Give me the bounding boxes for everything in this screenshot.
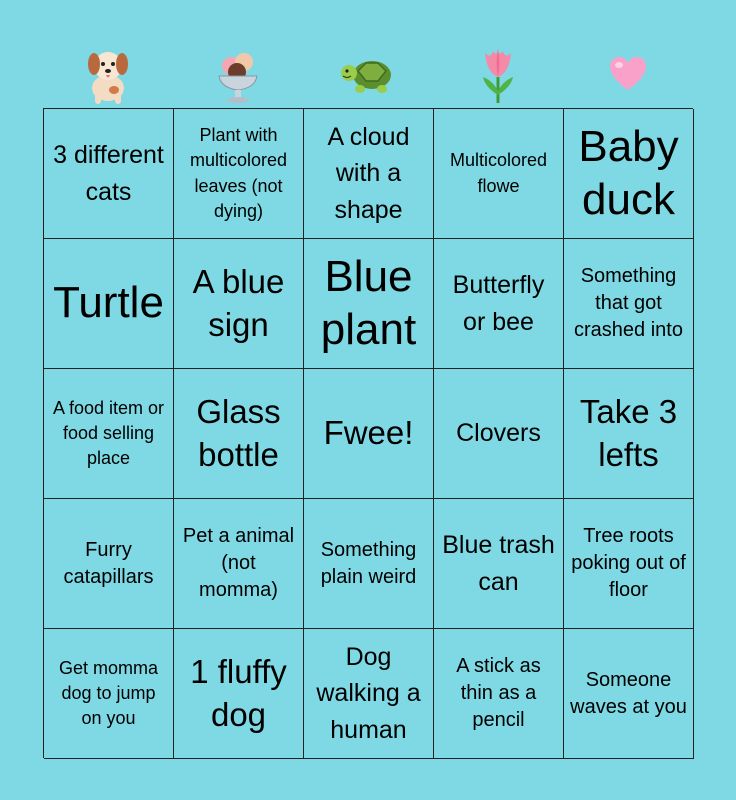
- tulip-icon: [475, 43, 521, 105]
- bingo-cell[interactable]: [44, 369, 174, 499]
- bingo-cell-label: Butterfly or bee: [452, 271, 545, 336]
- bingo-cell[interactable]: [564, 369, 694, 499]
- bingo-cell[interactable]: [44, 629, 174, 759]
- bingo-cell-label: Turtle: [53, 278, 164, 328]
- bingo-cell[interactable]: [564, 629, 694, 759]
- bingo-cell-label: Plant with multicolored leaves (not dying): [189, 125, 288, 221]
- turtle-icon: [338, 49, 398, 99]
- bingo-cell-label: Take 3 lefts: [579, 392, 678, 473]
- bingo-cell[interactable]: [434, 109, 564, 239]
- bingo-cell[interactable]: [174, 629, 304, 759]
- bingo-cell-label: 1 fluffy dog: [190, 652, 287, 733]
- ice-cream-icon: [213, 44, 263, 104]
- bingo-cell[interactable]: [564, 499, 694, 629]
- bingo-cell-label: A food item or food selling place: [52, 397, 165, 469]
- bingo-cell-label: A stick as thin as a pencil: [456, 655, 541, 731]
- bingo-cell-label: Tree roots poking out of floor: [571, 525, 686, 601]
- bingo-cell-label: Blue plant: [320, 251, 417, 354]
- bingo-cell-label: Blue trash can: [442, 531, 555, 596]
- bingo-cell-label: Multicolored flowe: [449, 150, 548, 196]
- bingo-cell[interactable]: [174, 499, 304, 629]
- bingo-cell[interactable]: [44, 239, 174, 369]
- bingo-cell-label: Baby duck: [578, 121, 679, 224]
- bingo-cell[interactable]: [304, 109, 434, 239]
- bingo-cell[interactable]: [174, 239, 304, 369]
- bingo-cell-label: A cloud with a shape: [327, 123, 410, 224]
- bingo-cell-label: Someone waves at you: [570, 668, 687, 718]
- bingo-cell-label: Get momma dog to jump on you: [58, 657, 159, 729]
- bingo-cell[interactable]: [434, 499, 564, 629]
- bingo-cell[interactable]: [564, 239, 694, 369]
- bingo-cell-label: Clovers: [456, 419, 541, 448]
- bingo-cell[interactable]: [44, 499, 174, 629]
- bingo-cell[interactable]: [434, 239, 564, 369]
- heart-icon: [608, 56, 648, 92]
- bingo-cell[interactable]: [44, 109, 174, 239]
- bingo-cell[interactable]: [304, 499, 434, 629]
- header-cell-3: [303, 40, 433, 108]
- dog-icon: [80, 44, 136, 104]
- bingo-cell-label: Fwee!: [323, 414, 414, 452]
- bingo-cell[interactable]: [174, 109, 304, 239]
- header-cell-1: [43, 40, 173, 108]
- bingo-header: [43, 40, 693, 108]
- bingo-cell-label: Dog walking a human: [316, 643, 421, 744]
- bingo-cell-label: Something plain weird: [320, 538, 417, 588]
- bingo-cell-label: Furry catapillars: [63, 538, 154, 588]
- bingo-cell[interactable]: [304, 369, 434, 499]
- bingo-cell[interactable]: [434, 369, 564, 499]
- bingo-cell[interactable]: [304, 239, 434, 369]
- bingo-cell-label: A blue sign: [192, 262, 285, 343]
- bingo-cell[interactable]: [564, 109, 694, 239]
- bingo-cell[interactable]: [304, 629, 434, 759]
- bingo-cell-label: Pet a animal (not momma): [182, 525, 295, 601]
- header-cell-2: [173, 40, 303, 108]
- bingo-board: [43, 108, 693, 758]
- bingo-cell[interactable]: [174, 369, 304, 499]
- bingo-cell-label: Something that got crashed into: [574, 265, 683, 341]
- header-cell-4: [433, 40, 563, 108]
- bingo-cell-label: 3 different cats: [53, 141, 164, 206]
- bingo-cell[interactable]: [434, 629, 564, 759]
- header-cell-5: [563, 40, 693, 108]
- bingo-cell-label: Glass bottle: [196, 392, 281, 473]
